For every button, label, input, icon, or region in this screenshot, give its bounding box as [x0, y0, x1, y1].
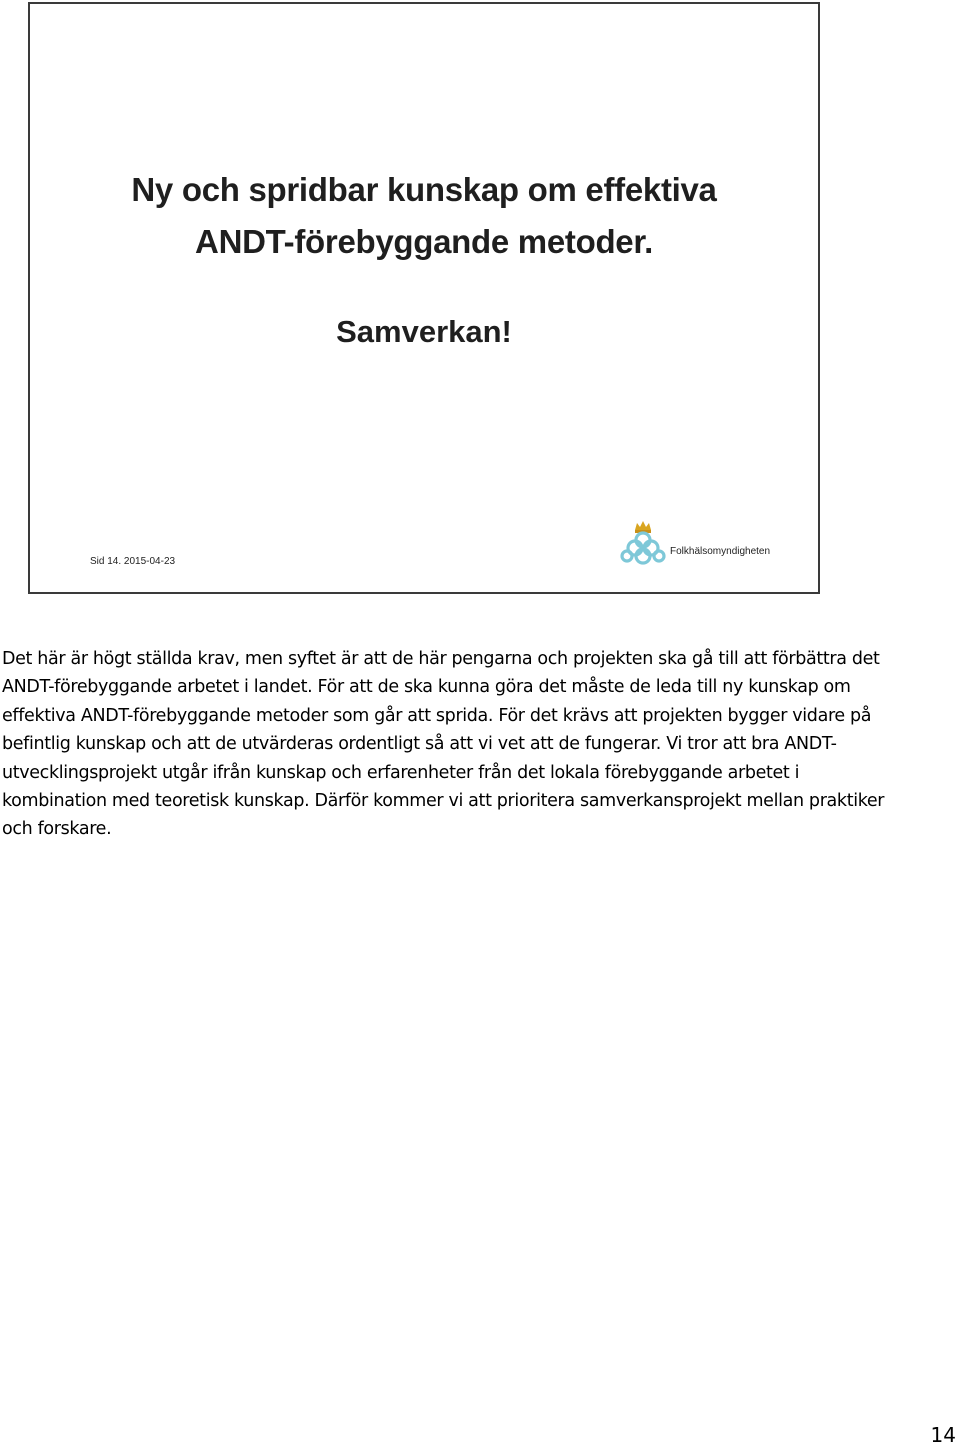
slide-title — [30, 164, 818, 268]
speaker-notes: Det här är högt ställda krav, men syftet är att de här pengarna och projekten ska gå till att förbättra det ANDT-förebyggande arbetet i landet. För att de ska kunna göra det måste de leda till ny kunskap om effektiva ANDT-förebyggande metoder som går att sprida. För det krävs att projekten bygger vidare på befintlig kunskap och att de utvärderas ordentligt så att vi vet att de fungerar. Vi tror att bra ANDT-utvecklingsprojekt utgår ifrån kunskap och erfarenheter från det lokala förebyggande arbetet i kombination med teoretisk kunskap. Därför kommer vi att prioritera samverkansprojekt mellan praktiker och forskare. — [2, 649, 885, 840]
slide-title-line: Ny och spridbar kunskap om effektiva — [131, 171, 717, 208]
slide-footer: Sid 14. 2015-04-23 — [90, 556, 176, 567]
slide-subtitle: Samverkan! — [336, 314, 512, 349]
slide-title-line: ANDT-förebyggande metoder. — [195, 223, 653, 260]
slide-thumbnail — [28, 2, 820, 594]
logo-text: Folkhälsomyndigheten — [670, 546, 771, 557]
page-number: 14 — [930, 1423, 956, 1447]
logo-emblem-icon — [618, 518, 668, 572]
folkhalsomyndigheten-logo — [618, 518, 808, 572]
